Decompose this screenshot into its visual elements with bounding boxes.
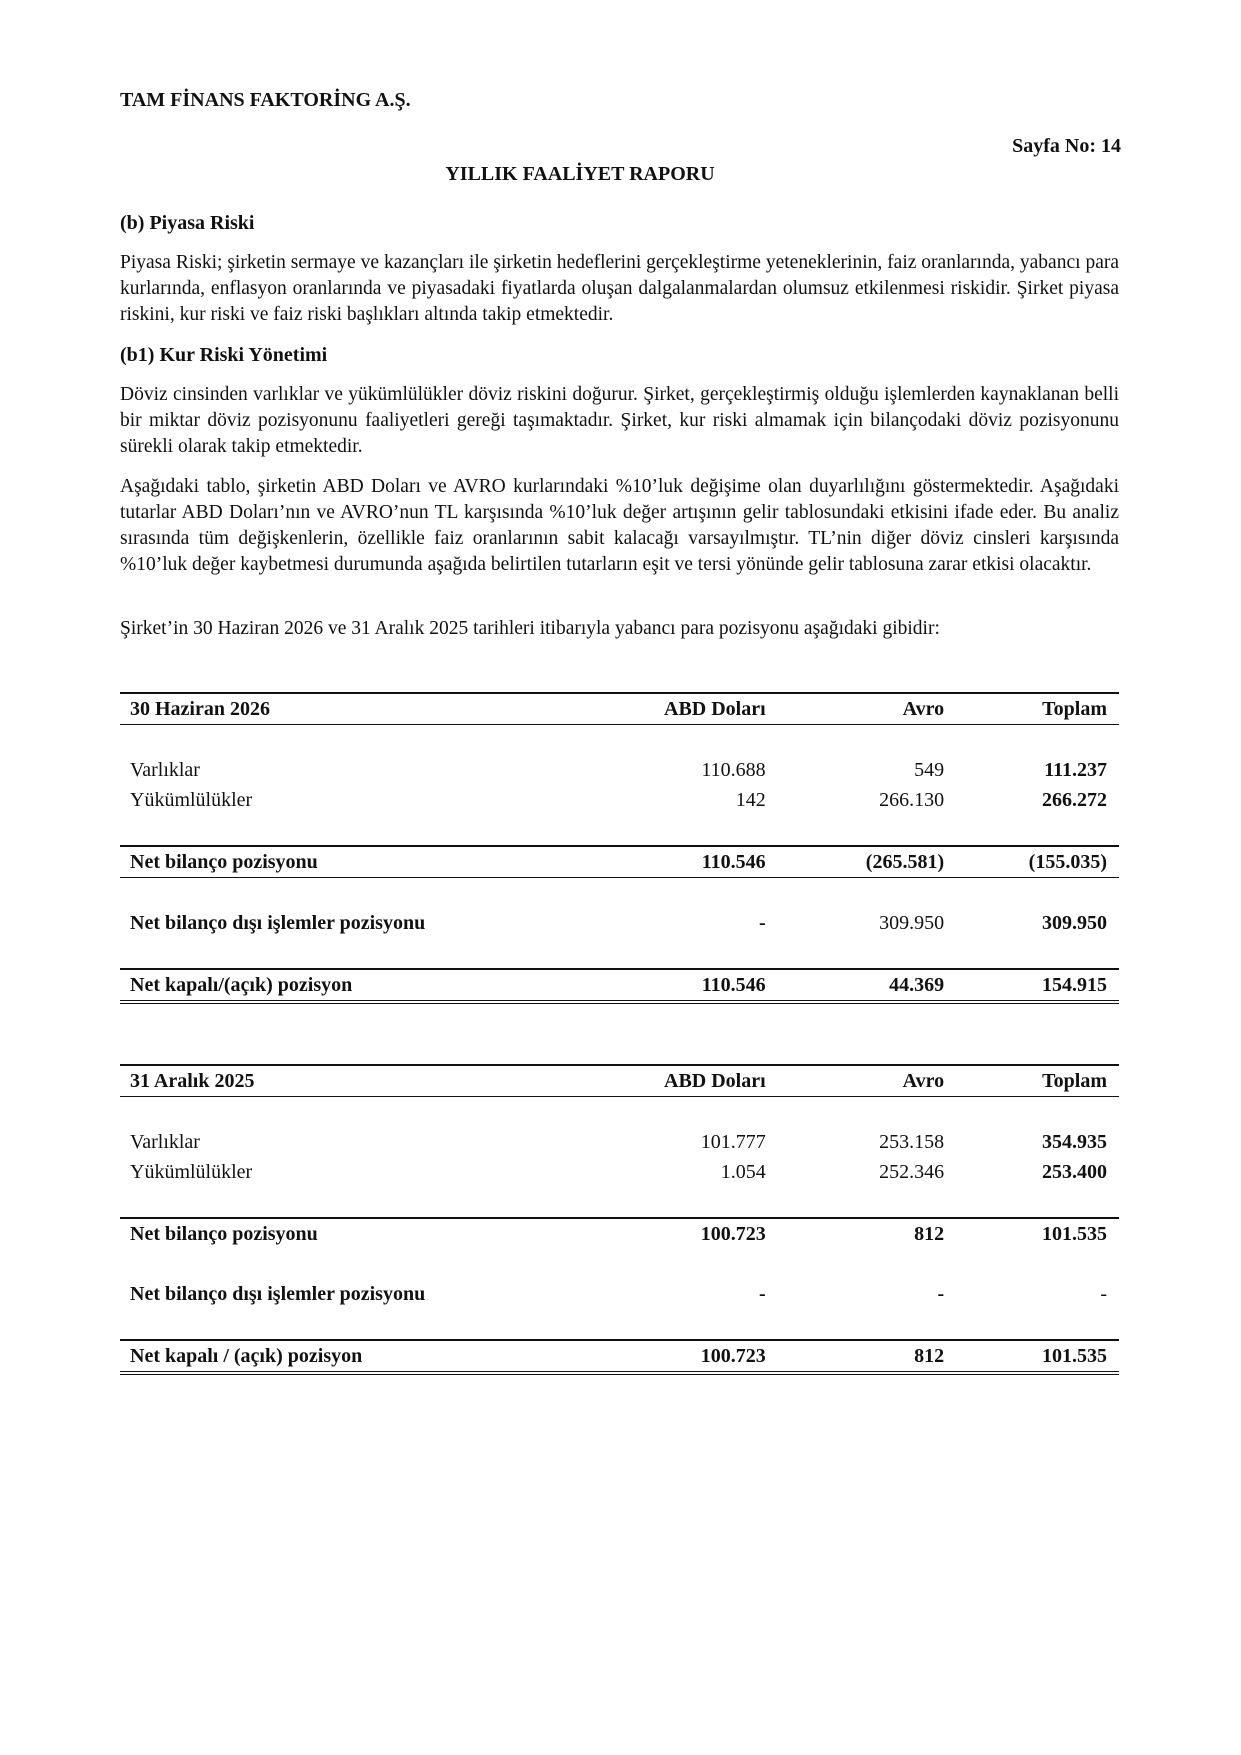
table-row-net-position bbox=[120, 969, 1119, 1002]
cell-total: 354.935 bbox=[1042, 1131, 1107, 1153]
cell-total: (155.035) bbox=[956, 846, 1119, 878]
cell-usd: - bbox=[759, 1282, 766, 1305]
row-label: Net kapalı / (açık) pozisyon bbox=[120, 1340, 599, 1373]
cell-eur: 253.158 bbox=[879, 1131, 945, 1153]
cell-usd: 142 bbox=[735, 788, 766, 811]
cell-eur: 309.950 bbox=[879, 911, 945, 934]
cell-eur: - bbox=[937, 1282, 945, 1305]
col-header-usd: ABD Doları bbox=[599, 693, 777, 725]
row-label: Varlıklar bbox=[130, 758, 200, 781]
cell-eur: (265.581) bbox=[778, 846, 956, 878]
row-label: Net bilanço dışı işlemler pozisyonu bbox=[130, 911, 426, 934]
cell-total: 111.237 bbox=[1044, 758, 1107, 781]
table-row-net-position bbox=[120, 1340, 1119, 1373]
table-header-row bbox=[120, 693, 1119, 725]
section-b1-para1: Döviz cinsinden varlıklar ve yükümlülükler döviz riskini doğurur. Şirket, gerçekleştirmiş olduğu işlemlerden kaynaklanan belli bir miktar döviz pozisyonunu faaliyetleri gereği taşımaktadır. Şirket, kur riski almamak için bilançodaki döviz pozisyonunu sürekli olarak takip etmektedir. bbox=[120, 384, 1119, 457]
row-label: Varlıklar bbox=[130, 1131, 200, 1153]
col-header-eur: Avro bbox=[778, 1065, 956, 1097]
cell-total: 101.535 bbox=[956, 1340, 1119, 1373]
section-b-text: Piyasa Riski; şirketin sermaye ve kazançları ile şirketin hedeflerini gerçekleştirme yeteneklerinin, faiz oranlarında, yabancı para kurlarında, enflasyon oranlarında ve piyasadaki fiyatlarda oluşan dalgalanmalardan olumsuz etkilenmesi riskidir. Şirket piyasa riskini, kur riski ve faiz riski başlıkları altında takip etmektedir. bbox=[120, 252, 1119, 325]
cell-usd: 1.054 bbox=[720, 1160, 766, 1183]
table-row-assets bbox=[120, 755, 1119, 785]
col-header-total: Toplam bbox=[956, 693, 1119, 725]
row-label: Net bilanço dışı işlemler pozisyonu bbox=[130, 1282, 426, 1305]
fx-position-table-2025 bbox=[120, 1064, 1119, 1375]
cell-total: 253.400 bbox=[1042, 1160, 1107, 1183]
cell-total: - bbox=[1100, 1282, 1107, 1305]
cell-eur: 549 bbox=[914, 758, 945, 781]
col-header-usd: ABD Doları bbox=[599, 1065, 777, 1097]
cell-usd: 100.723 bbox=[599, 1218, 777, 1249]
cell-total: 101.535 bbox=[956, 1218, 1119, 1249]
cell-eur: 812 bbox=[778, 1218, 956, 1249]
period-label: 31 Aralık 2025 bbox=[120, 1065, 599, 1097]
table-row-liabilities bbox=[120, 785, 1119, 815]
cell-total: 309.950 bbox=[1042, 911, 1107, 934]
cell-usd: 100.723 bbox=[599, 1340, 777, 1373]
section-b-heading: (b) Piyasa Riski bbox=[120, 212, 255, 234]
cell-usd: 101.777 bbox=[700, 1131, 766, 1153]
cell-usd: 110.688 bbox=[701, 758, 766, 781]
section-b1-para2: Aşağıdaki tablo, şirketin ABD Doları ve AVRO kurlarındaki %10’luk değişime olan duyarlılığını göstermektedir. Aşağıdaki tutarlar ABD Doları’nın ve AVRO’nun TL karşısında %10’luk değer artışının gelir tablosundaki etkisini ifade eder. Bu analiz sırasında tüm değişkenlerin, özellikle faiz oranlarının sabit kalacağı varsayılmıştır. TL’nin diğer döviz cinsleri karşısında %10’luk değer kaybetmesi durumunda aşağıda belirtilen tutarların eşit ve tersi yönünde gelir tablosuna zarar etkisi olacaktır. bbox=[120, 476, 1119, 575]
section-b1-para3: Şirket’in 30 Haziran 2026 ve 31 Aralık 2025 tarihleri itibarıyla yabancı para pozisyonu aşağıdaki gibidir: bbox=[120, 618, 940, 639]
row-label: Net bilanço pozisyonu bbox=[120, 846, 599, 878]
cell-usd: 110.546 bbox=[599, 846, 777, 878]
fx-position-table-2026 bbox=[120, 692, 1119, 1004]
table-row-net-balance bbox=[120, 846, 1119, 878]
table-row-off-balance bbox=[120, 1279, 1119, 1309]
cell-eur: 812 bbox=[778, 1340, 956, 1373]
cell-eur: 44.369 bbox=[778, 969, 956, 1002]
row-label: Yükümlülükler bbox=[130, 1160, 253, 1183]
section-b1-heading: (b1) Kur Riski Yönetimi bbox=[120, 344, 328, 366]
report-title: YILLIK FAALİYET RAPORU bbox=[445, 163, 715, 185]
table-row-liabilities bbox=[120, 1157, 1119, 1187]
table-header-row bbox=[120, 1065, 1119, 1097]
table-row-assets bbox=[120, 1127, 1119, 1157]
table-row-net-balance bbox=[120, 1218, 1119, 1249]
cell-usd: 110.546 bbox=[599, 969, 777, 1002]
table-row-off-balance bbox=[120, 908, 1119, 938]
col-header-eur: Avro bbox=[778, 693, 956, 725]
cell-eur: 266.130 bbox=[879, 788, 945, 811]
period-label: 30 Haziran 2026 bbox=[120, 693, 599, 725]
row-label: Yükümlülükler bbox=[130, 788, 253, 811]
page-number: Sayfa No: 14 bbox=[1012, 135, 1121, 157]
cell-total: 154.915 bbox=[956, 969, 1119, 1002]
cell-total: 266.272 bbox=[1042, 788, 1107, 811]
cell-usd: - bbox=[759, 911, 766, 934]
row-label: Net kapalı/(açık) pozisyon bbox=[120, 969, 599, 1002]
row-label: Net bilanço pozisyonu bbox=[120, 1218, 599, 1249]
company-name: TAM FİNANS FAKTORİNG A.Ş. bbox=[120, 89, 411, 111]
col-header-total: Toplam bbox=[956, 1065, 1119, 1097]
cell-eur: 252.346 bbox=[879, 1160, 945, 1183]
